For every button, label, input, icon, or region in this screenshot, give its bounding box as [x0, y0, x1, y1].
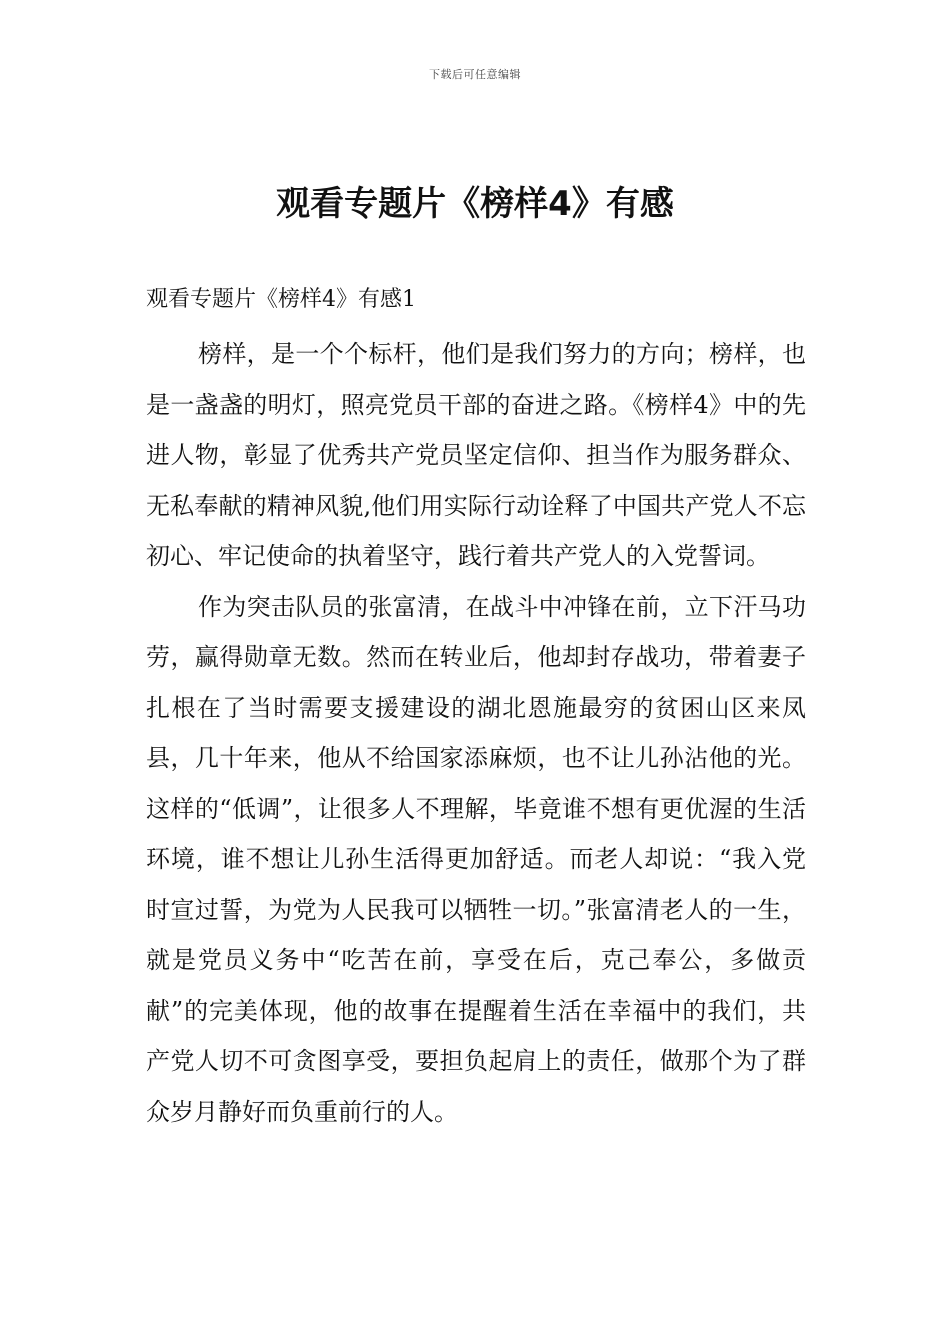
document-body — [146, 329, 806, 1137]
paragraph-1: 榜样，是一个个标杆，他们是我们努力的方向；榜样，也是一盏盏的明灯，照亮党员干部的奋进之路。《榜样4》中的先进人物，彰显了优秀共产党员坚定信仰、担当作为服务群众、无私奉献的精神风貌,他们用实际行动诠释了中国共产党人不忘初心、牢记使命的执着坚守，践行着共产党人的入党誓词。 — [146, 340, 806, 570]
paragraph-2: 作为突击队员的张富清，在战斗中冲锋在前，立下汗马功劳，赢得勋章无数。然而在转业后，他却封存战功，带着妻子扎根在了当时需要支援建设的湖北恩施最穷的贫困山区来凤县，几十年来，他从不给国家添麻烦，也不让儿孙沾他的光。这样的“低调”，让很多人不理解，毕竟谁不想有更优渥的生活环境，谁不想让儿孙生活得更加舒适。而老人却说：“我入党时宣过誓，为党为人民我可以牺牲一切。”张富清老人的一生，就是党员义务中“吃苦在前，享受在后，克己奉公，多做贡献”的完美体现，他的故事在提醒着生活在幸福中的我们，共产党人切不可贪图享受，要担负起肩上的责任，做那个为了群众岁月静好而负重前行的人。 — [146, 592, 806, 1126]
section-heading: 观看专题片《榜样4》有感1 — [146, 287, 416, 312]
document-title: 观看专题片《榜样4》有感 — [276, 184, 674, 224]
header-note: 下载后可任意编辑 — [429, 68, 521, 81]
